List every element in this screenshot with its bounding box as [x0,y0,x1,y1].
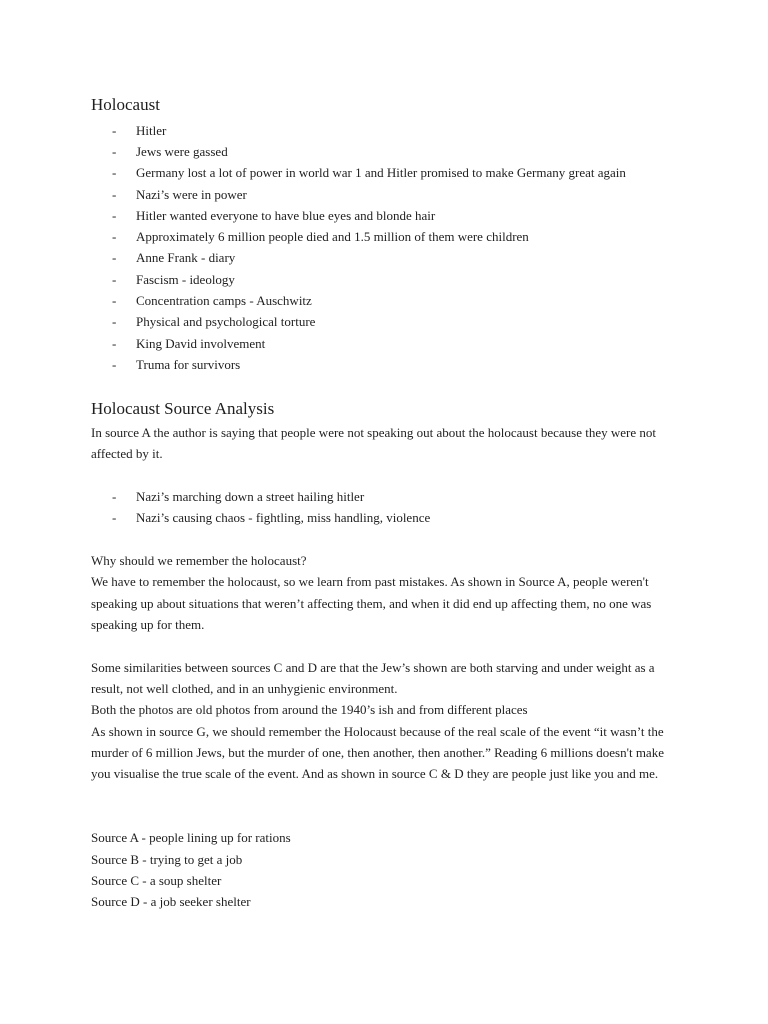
list-item-text: Jews were gassed [136,144,228,159]
bullet-marker: - [112,336,117,351]
heading-source-analysis: Holocaust Source Analysis [91,399,275,418]
list-item-text: Concentration camps - Auschwitz [136,293,312,308]
list-item-text: Nazi’s were in power [136,187,247,202]
list-item-text: Truma for survivors [136,357,241,372]
bullet-marker: - [112,250,117,265]
bullet-marker: - [112,123,117,138]
list-item-text: Fascism - ideology [136,272,235,287]
paragraph-line: In source A the author is saying that people were not speaking out about the holocaust because they were not [91,425,656,440]
source-line: Source A - people lining up for rations [91,830,291,845]
paragraph-line: speaking up about situations that weren’t affecting them, and when it did end up affecting them, no one was [91,596,652,611]
bullet-marker: - [112,314,117,329]
paragraph-line: We have to remember the holocaust, so we learn from past mistakes. As shown in Source A, people weren't [91,574,649,589]
paragraph-line: you visualise the true scale of the event. And as shown in source C & D they are people just like you and me. [91,766,659,781]
source-line: Source B - trying to get a job [91,852,243,867]
bullet-marker: - [112,489,117,504]
paragraph-line: result, not well clothed, and in an unhygienic environment. [91,681,398,696]
question-line: Why should we remember the holocaust? [91,553,307,568]
paragraph-line: speaking up for them. [91,617,205,632]
list-item-text: Physical and psychological torture [136,314,316,329]
paragraph-line: affected by it. [91,446,163,461]
list-item-text: Anne Frank - diary [136,250,236,265]
bullet-marker: - [112,144,117,159]
bullet-marker: - [112,208,117,223]
list-item-text: Nazi’s marching down a street hailing hitler [136,489,365,504]
bullet-marker: - [112,272,117,287]
paragraph-line: Some similarities between sources C and D are that the Jew’s shown are both starving and under weight as a [91,660,655,675]
source-line: Source D - a job seeker shelter [91,894,251,909]
list-item-text: King David involvement [136,336,266,351]
source-line: Source C - a soup shelter [91,873,222,888]
bullet-marker: - [112,187,117,202]
paragraph-line: Both the photos are old photos from around the 1940’s ish and from different places [91,702,528,717]
heading-holocaust: Holocaust [91,95,160,114]
bullet-marker: - [112,229,117,244]
list-item-text: Nazi’s causing chaos - fightling, miss handling, violence [136,510,431,525]
paragraph-line: As shown in source G, we should remember the Holocaust because of the real scale of the event “it wasn’t the [91,724,664,739]
bullet-marker: - [112,357,117,372]
bullet-marker: - [112,510,117,525]
list-item-text: Hitler wanted everyone to have blue eyes and blonde hair [136,208,436,223]
list-item-text: Hitler [136,123,167,138]
bullet-marker: - [112,165,117,180]
list-item-text: Approximately 6 million people died and 1.5 million of them were children [136,229,529,244]
bullet-marker: - [112,293,117,308]
list-item-text: Germany lost a lot of power in world war 1 and Hitler promised to make Germany great again [136,165,626,180]
paragraph-line: murder of 6 million Jews, but the murder of one, then another, then another.” Reading 6 millions doesn't make [91,745,664,760]
